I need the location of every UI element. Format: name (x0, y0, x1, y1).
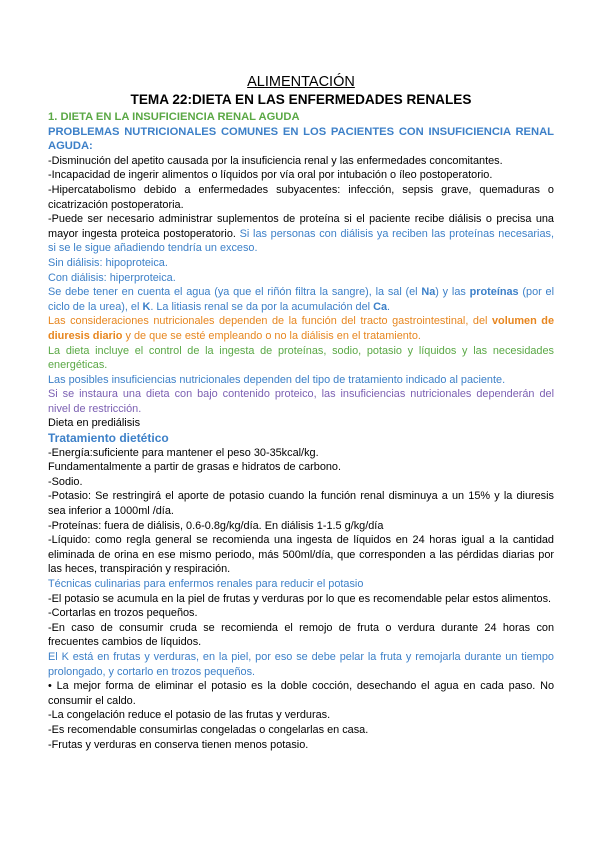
calcium-symbol: Ca (373, 300, 388, 313)
water-text: . La litiasis renal se da por la acumulación del (150, 300, 374, 313)
problems-heading: PROBLEMAS NUTRICIONALES COMUNES EN LOS PACIENTES CON INSUFICIENCIA RENAL AGUDA: (48, 125, 554, 153)
water-paragraph (48, 285, 554, 314)
problem-item: -Disminución del apetito causada por la insuficiencia renal y las enfermedades concomitantes. (48, 154, 503, 167)
supplements-text: -Puede ser necesario administrar suplementos de proteína si el paciente recibe diálisis o precisa una mayor ingesta proteica postoperatorio. (48, 213, 554, 240)
water-text: . (387, 300, 391, 313)
sodium-symbol: Na (421, 286, 436, 299)
diet-control-paragraph: La dieta incluye el control de la ingesta de proteínas, sodio, potasio y líquidos y las necesidades energéticas. (48, 344, 554, 372)
final-item: • La mejor forma de eliminar el potasio es la doble cocción, desechando el agua en cada paso. No consumir el caldo. (48, 680, 554, 707)
final-item: -La congelación reduce el potasio de las frutas y verduras. (48, 709, 331, 722)
treatment-heading: Tratamiento dietético (48, 431, 169, 446)
nutritional-considerations (48, 314, 554, 343)
document-subtitle: TEMA 22:DIETA EN LAS ENFERMEDADES RENALES (130, 92, 472, 107)
techniques-heading: Técnicas culinarias para enfermos renales para reducir el potasio (48, 578, 364, 590)
treatment-item: -Sodio. (48, 475, 83, 488)
predialysis-heading: Dieta en prediálisis (48, 417, 141, 430)
problem-item: -Hipercatabolismo debido a enfermedades subyacentes: infección, sepsis grave, quemaduras o cicatrización postoperatoria. (48, 183, 554, 211)
problem-item: -Incapacidad de ingerir alimentos o líquidos por vía oral por intubación o íleo postoperatorio. (48, 169, 493, 182)
supplements-paragraph (48, 212, 554, 256)
considerations-text: Las consideraciones nutricionales dependen de la función del tracto gastrointestinal, del (48, 315, 492, 328)
sin-dialisis-line: Sin diálisis: hipoproteica. (48, 256, 168, 269)
section-heading-1: 1. DIETA EN LA INSUFICIENCIA RENAL AGUDA (48, 111, 300, 123)
treatment-item: -Energía:suficiente para mantener el peso 30-35kcal/kg. (48, 446, 319, 459)
diuresis-volume: volumen de diuresis diario (48, 315, 555, 342)
potassium-symbol: K (142, 300, 151, 313)
final-item: -Frutas y verduras en conserva tienen menos potasio. (48, 738, 309, 751)
water-text: (por el ciclo de la urea), el (48, 286, 554, 313)
treatment-item: -Proteínas: fuera de diálisis, 0.6-0.8g/kg/día. En diálisis 1-1.5 g/kg/día (48, 519, 384, 532)
technique-item: -El potasio se acumula en la piel de frutas y verduras por lo que es recomendable pelar estos alimentos. (48, 592, 552, 605)
treatment-item: -Potasio: Se restringirá el aporte de potasio cuando la función renal disminuya a un 15% y la diuresis sea inferior a 1000ml /día. (48, 490, 554, 518)
considerations-text: y de que se esté empleando o no la diálisis en el tratamiento. (122, 329, 421, 342)
water-text: Se debe tener en cuenta el agua (ya que el riñón filtra la sangre), la sal (el (48, 286, 422, 299)
insufficiencies-paragraph: Las posibles insuficiencias nutricionales dependen del tipo de tratamiento indicado al paciente. (48, 373, 506, 386)
proteins-word: proteínas (469, 286, 519, 299)
technique-item: -Cortarlas en trozos pequeños. (48, 607, 198, 620)
treatment-item: -Líquido: como regla general se recomienda una ingesta de líquidos en 24 horas igual a la cantidad eliminada de orina en ese mismo periodo, más 500ml/día, que corresponden a las pérdidas diarias por las heces, transpiración y respiración. (48, 534, 554, 576)
final-item: -Es recomendable consumirlas congeladas o congelarlas en casa. (48, 723, 369, 736)
treatment-item: Fundamentalmente a partir de grasas e hidratos de carbono. (48, 461, 342, 474)
con-dialisis-line: Con diálisis: hiperproteica. (48, 271, 176, 284)
document-title: ALIMENTACIÓN (247, 74, 355, 90)
technique-item: -En caso de consumir cruda se recomienda el remojo de fruta o verdura durante 24 horas con frecuentes cambios de líquidos. (48, 621, 554, 649)
low-protein-paragraph: Si se instaura una dieta con bajo contenido proteico, las insuficiencias nutricionales dependerán del nivel de restricción. (48, 388, 554, 415)
potassium-note: El K está en frutas y verduras, en la piel, por eso se debe pelar la fruta y remojarla durante un tiempo prolongado, y cortarlo en trozos pequeños. (48, 650, 554, 678)
supplements-note: Si las personas con diálisis ya reciben las proteínas necesarias, si se le sigue añadiendo tendría un exceso. (48, 227, 554, 255)
water-text: ) y las (435, 286, 470, 299)
